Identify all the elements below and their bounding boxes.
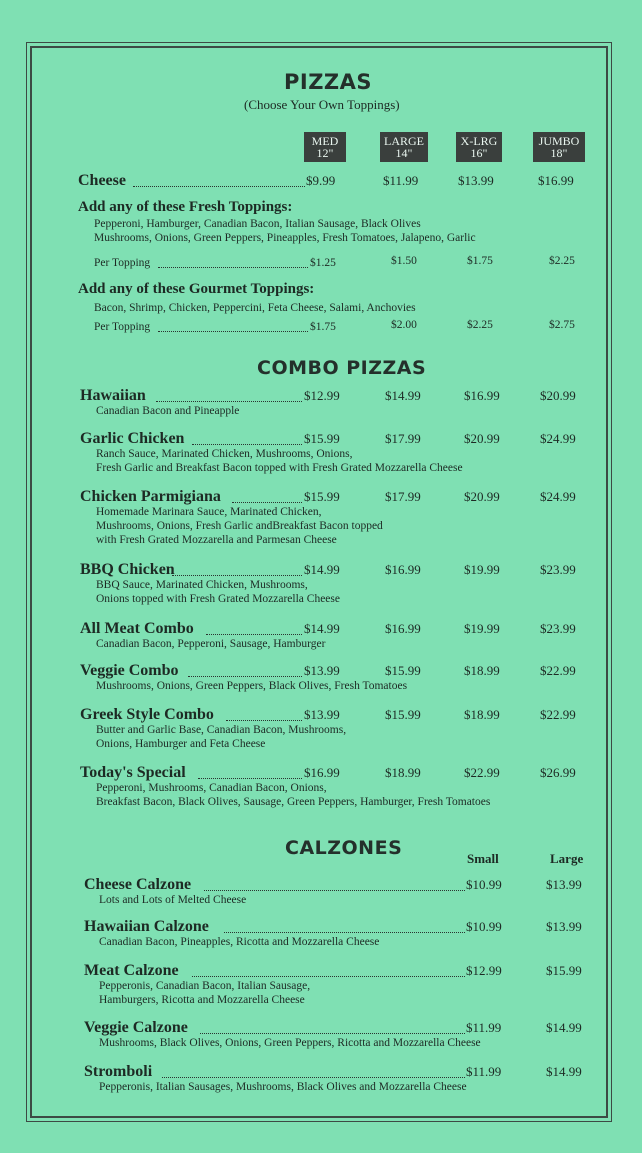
calzone-price-small: $12.99 [466, 963, 502, 978]
fresh-per-topping-label: Per Topping [94, 257, 151, 269]
combo-item-name: All Meat Combo [80, 620, 194, 637]
combo-item-name: BBQ Chicken [80, 561, 175, 578]
combo-price-large: $16.99 [385, 621, 421, 636]
combo-item-desc: Breakfast Bacon, Black Olives, Sausage, Green Peppers, Hamburger, Fresh Tomatoes [96, 796, 491, 808]
combo-price-xlrg: $18.99 [464, 663, 500, 678]
combo-price-xlrg: $16.99 [464, 388, 500, 403]
combo-item-desc: Fresh Garlic and Breakfast Bacon topped with Fresh Grated Mozzarella Cheese [96, 462, 463, 474]
combo-price-jumbo: $24.99 [540, 431, 576, 446]
size-xlrg: X-LRG 16" [456, 132, 502, 162]
fresh-toppings-title: Add any of these Fresh Toppings: [78, 199, 293, 215]
combo-item-desc: Canadian Bacon, Pepperoni, Sausage, Hamburger [96, 638, 326, 650]
calzone-price-large: $13.99 [546, 919, 582, 934]
fresh-price-large: $1.50 [391, 255, 417, 267]
combo-price-large: $15.99 [385, 707, 421, 722]
calzone-item-name: Stromboli [84, 1063, 153, 1080]
fresh-toppings-line1: Pepperoni, Hamburger, Canadian Bacon, Italian Sausage, Black Olives [94, 218, 421, 230]
combo-price-jumbo: $26.99 [540, 765, 576, 780]
gourmet-price-xlrg: $2.25 [467, 319, 493, 331]
cheese-pizza-name: Cheese [78, 172, 126, 189]
calzone-price-large: $13.99 [546, 877, 582, 892]
combo-item-name: Veggie Combo [80, 662, 179, 679]
combo-price-med: $14.99 [304, 562, 340, 577]
calzone-item-desc: Hamburgers, Ricotta and Mozzarella Cheese [99, 994, 305, 1006]
calzone-item-name: Meat Calzone [84, 962, 179, 979]
combo-item-desc: Canadian Bacon and Pineapple [96, 405, 240, 417]
fresh-price-xlrg: $1.75 [467, 255, 493, 267]
fresh-price-jumbo: $2.25 [549, 255, 575, 267]
combo-price-xlrg: $19.99 [464, 621, 500, 636]
combo-item-desc: Homemade Marinara Sauce, Marinated Chicken, [96, 506, 322, 518]
combo-item-name: Chicken Parmigiana [80, 488, 221, 505]
calzone-price-small: $10.99 [466, 877, 502, 892]
combo-item-desc: with Fresh Grated Mozzarella and Parmesan Cheese [96, 534, 337, 546]
combo-price-med: $15.99 [304, 489, 340, 504]
size-med: MED 12" [304, 132, 346, 162]
combo-item-desc: Mushrooms, Onions, Green Peppers, Black Olives, Fresh Tomatoes [96, 680, 408, 692]
combo-price-med: $13.99 [304, 663, 340, 678]
size-jumbo: JUMBO 18" [533, 132, 585, 162]
combo-price-med: $15.99 [304, 431, 340, 446]
combo-price-med: $12.99 [304, 388, 340, 403]
gourmet-price-med: $1.75 [310, 321, 336, 333]
combo-item-name: Hawaiian [80, 387, 146, 404]
gourmet-per-topping-label: Per Topping [94, 321, 151, 333]
combo-item-desc: BBQ Sauce, Marinated Chicken, Mushrooms, [96, 579, 308, 591]
cheese-price-xlrg: $13.99 [458, 173, 494, 188]
calzone-price-small: $11.99 [466, 1020, 502, 1035]
gourmet-price-jumbo: $2.75 [549, 319, 575, 331]
combo-item-desc: Pepperoni, Mushrooms, Canadian Bacon, Onions, [96, 782, 327, 794]
calzone-price-large: $14.99 [546, 1020, 582, 1035]
calzone-price-small: $11.99 [466, 1064, 502, 1079]
calzones-col-small: Small [467, 851, 499, 866]
calzones-title: CALZONES [285, 837, 403, 859]
gourmet-toppings-line1: Bacon, Shrimp, Chicken, Peppercini, Feta Cheese, Salami, Anchovies [94, 302, 416, 314]
cheese-price-large: $11.99 [383, 173, 419, 188]
combo-item-name: Garlic Chicken [80, 430, 185, 447]
combo-price-xlrg: $19.99 [464, 562, 500, 577]
calzone-price-large: $14.99 [546, 1064, 582, 1079]
combo-price-med: $16.99 [304, 765, 340, 780]
combo-price-xlrg: $20.99 [464, 431, 500, 446]
combo-price-jumbo: $22.99 [540, 663, 576, 678]
size-large: LARGE 14" [380, 132, 428, 162]
combo-price-med: $14.99 [304, 621, 340, 636]
combo-price-large: $17.99 [385, 431, 421, 446]
calzone-item-name: Cheese Calzone [84, 876, 192, 893]
calzone-item-name: Veggie Calzone [84, 1019, 188, 1036]
calzone-price-small: $10.99 [466, 919, 502, 934]
combo-price-xlrg: $22.99 [464, 765, 500, 780]
pizzas-title: PIZZAS [284, 70, 373, 94]
calzone-item-desc: Lots and Lots of Melted Cheese [99, 894, 247, 906]
gourmet-price-large: $2.00 [391, 319, 417, 331]
combo-price-jumbo: $24.99 [540, 489, 576, 504]
calzone-item-name: Hawaiian Calzone [84, 918, 209, 935]
combo-price-med: $13.99 [304, 707, 340, 722]
combo-item-desc: Mushrooms, Onions, Fresh Garlic andBreakfast Bacon topped [96, 520, 383, 532]
combo-item-desc: Onions topped with Fresh Grated Mozzarella Cheese [96, 593, 340, 605]
calzone-item-desc: Pepperonis, Canadian Bacon, Italian Sausage, [99, 980, 311, 992]
combo-item-name: Today's Special [80, 764, 186, 781]
cheese-price-jumbo: $16.99 [538, 173, 574, 188]
combo-price-jumbo: $22.99 [540, 707, 576, 722]
fresh-toppings-line2: Mushrooms, Onions, Green Peppers, Pineapples, Fresh Tomatoes, Jalapeno, Garlic [94, 232, 476, 244]
combo-price-jumbo: $23.99 [540, 562, 576, 577]
calzone-price-large: $15.99 [546, 963, 582, 978]
combo-price-large: $16.99 [385, 562, 421, 577]
combo-price-xlrg: $20.99 [464, 489, 500, 504]
combo-price-large: $18.99 [385, 765, 421, 780]
cheese-price-med: $9.99 [306, 173, 336, 188]
combo-price-large: $15.99 [385, 663, 421, 678]
combo-price-large: $17.99 [385, 489, 421, 504]
combo-item-desc: Butter and Garlic Base, Canadian Bacon, Mushrooms, [96, 724, 347, 736]
combo-price-jumbo: $20.99 [540, 388, 576, 403]
gourmet-toppings-title: Add any of these Gourmet Toppings: [78, 281, 315, 297]
fresh-price-med: $1.25 [310, 257, 336, 269]
combo-price-jumbo: $23.99 [540, 621, 576, 636]
calzone-item-desc: Pepperonis, Italian Sausages, Mushrooms, Black Olives and Mozzarella Cheese [99, 1081, 467, 1093]
combo-item-name: Greek Style Combo [80, 706, 214, 723]
calzones-col-large: Large [550, 851, 584, 866]
combo-item-desc: Ranch Sauce, Marinated Chicken, Mushrooms, Onions, [96, 448, 353, 460]
combo-price-xlrg: $18.99 [464, 707, 500, 722]
combo-price-large: $14.99 [385, 388, 421, 403]
combo-item-desc: Onions, Hamburger and Feta Cheese [96, 738, 266, 750]
combo-pizzas-title: COMBO PIZZAS [257, 357, 427, 379]
calzone-item-desc: Canadian Bacon, Pineapples, Ricotta and Mozzarella Cheese [99, 936, 380, 948]
calzone-item-desc: Mushrooms, Black Olives, Onions, Green Peppers, Ricotta and Mozzarella Cheese [99, 1037, 481, 1049]
pizzas-subtitle: (Choose Your Own Toppings) [244, 97, 400, 112]
